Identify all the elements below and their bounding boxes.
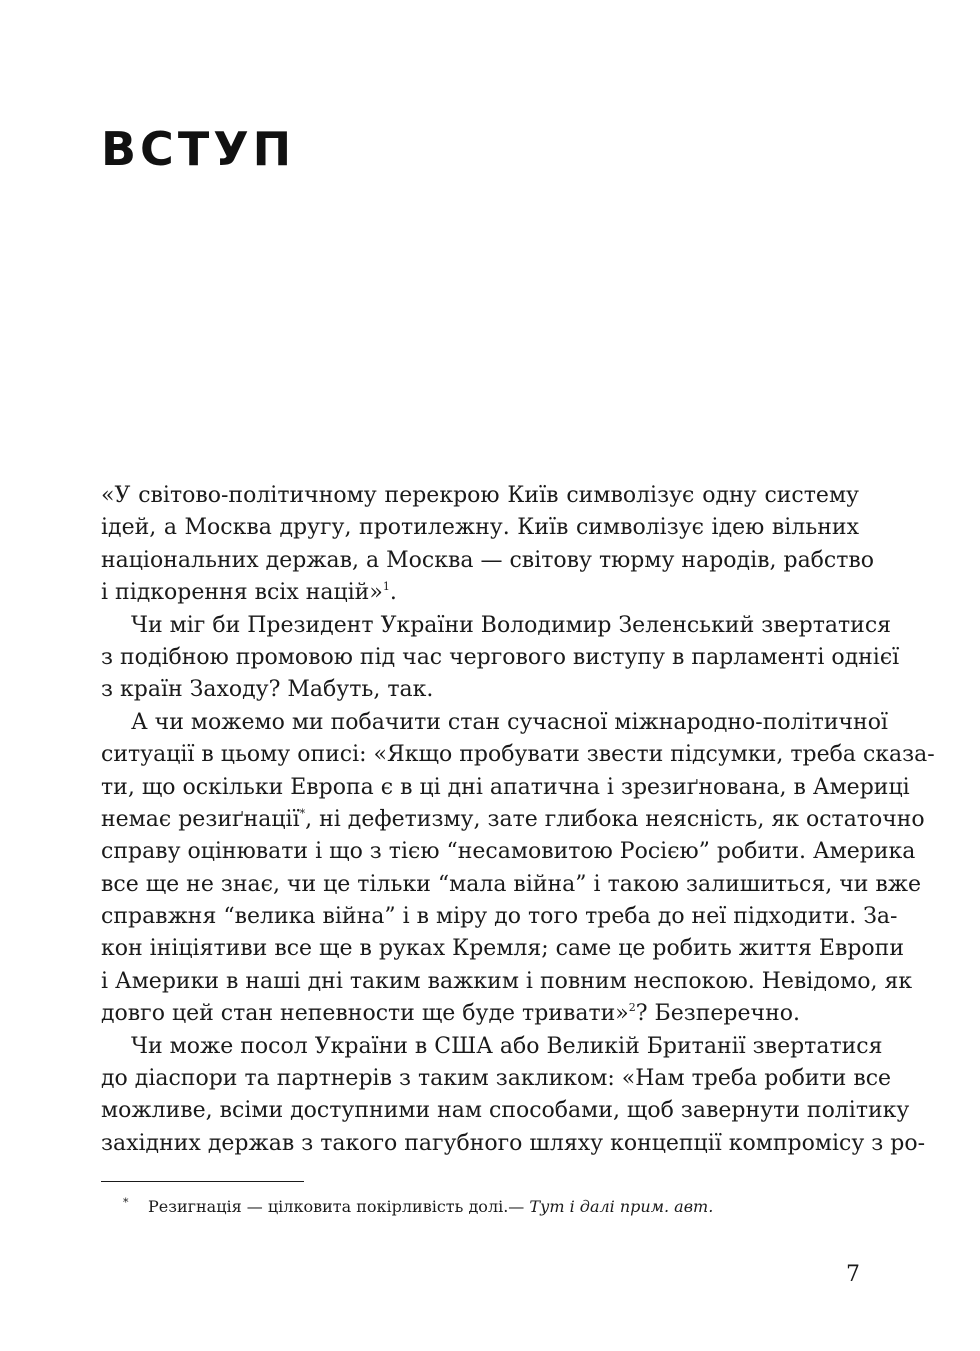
footnote: * Резигнація — цілковита покірливість долі.— Тут і далі прим. авт. bbox=[123, 1196, 714, 1216]
text-line: з подібною промовою під час чергового виступу в парламенті однієї bbox=[101, 644, 900, 670]
chapter-title: ВСТУП bbox=[101, 122, 296, 176]
text-line bbox=[101, 577, 859, 609]
text-fragment: , ні дефетизму, зате глибока неясність, як остаточно bbox=[305, 806, 925, 832]
text-line: ідей, а Москва другу, протилежну. Київ символізує ідею вільних bbox=[101, 515, 859, 541]
text-fragment: і підкорення всіх націй» bbox=[101, 580, 383, 606]
text-line: національних держав, а Москва — світову тюрму народів, рабство bbox=[101, 547, 875, 573]
text-line: кон ініціятиви все ще в руках Кремля; саме це робить життя Европи bbox=[101, 936, 904, 962]
footnote-text: Резигнація — цілковита покірливість долі.— bbox=[148, 1197, 530, 1216]
footnote-ref-1: 1 bbox=[382, 580, 390, 594]
text-line: Чи міг би Президент України Володимир Зеленський звертатися bbox=[131, 612, 892, 638]
text-fragment: . bbox=[389, 580, 397, 606]
footnote-note: Тут і далі прим. авт. bbox=[529, 1197, 714, 1216]
text-line: справжня “велика війна” і в міру до того треба до неї підходити. За- bbox=[101, 904, 898, 930]
text-line: справу оцінювати і що з тією “несамовитою Росією” робити. Америка bbox=[101, 839, 916, 865]
text-fragment: ? Безперечно. bbox=[635, 1001, 800, 1027]
text-fragment: немає резиґнації bbox=[101, 806, 300, 832]
footnote-ref-2: 2 bbox=[628, 1001, 636, 1015]
main-text bbox=[101, 480, 935, 1160]
footnote-divider bbox=[101, 1181, 304, 1182]
text-line: А чи можемо ми побачити стан сучасної міжнародно-політичної bbox=[131, 709, 888, 735]
text-fragment: довго цей стан непевности ще буде тривати» bbox=[101, 1001, 629, 1027]
text-line bbox=[101, 998, 859, 1030]
text-line: західних держав з такого пагубного шляху концепції компромісу з ро- bbox=[101, 1130, 926, 1156]
text-line: все ще не знає, чи це тільки “мала війна” і такою залишиться, чи вже bbox=[101, 871, 922, 897]
text-line: можливе, всіми доступними нам способами, щоб завернути політику bbox=[101, 1098, 910, 1124]
page-number: 7 bbox=[846, 1262, 860, 1287]
text-line: ситуації в цьому описі: «Якщо пробувати звести підсумки, треба сказа- bbox=[101, 742, 935, 768]
text-line: Чи може посол України в США або Великій Британії звертатися bbox=[131, 1033, 883, 1059]
footnote-ref-star: * bbox=[299, 806, 306, 820]
text-line: з країн Заходу? Мабуть, так. bbox=[101, 677, 434, 703]
text-line bbox=[101, 804, 925, 836]
text-line: ти, що оскільки Европа є в ці дні апатична і зрезиґнована, в Америці bbox=[101, 774, 910, 800]
text-line: «У світово-політичному перекрою Київ символізує одну систему bbox=[101, 483, 859, 508]
text-line: і Америки в наші дні таким важким і повним неспокою. Невідомо, як bbox=[101, 968, 913, 994]
text-line: до діаспори та партнерів з таким закликом: «Нам треба робити все bbox=[101, 1066, 892, 1092]
